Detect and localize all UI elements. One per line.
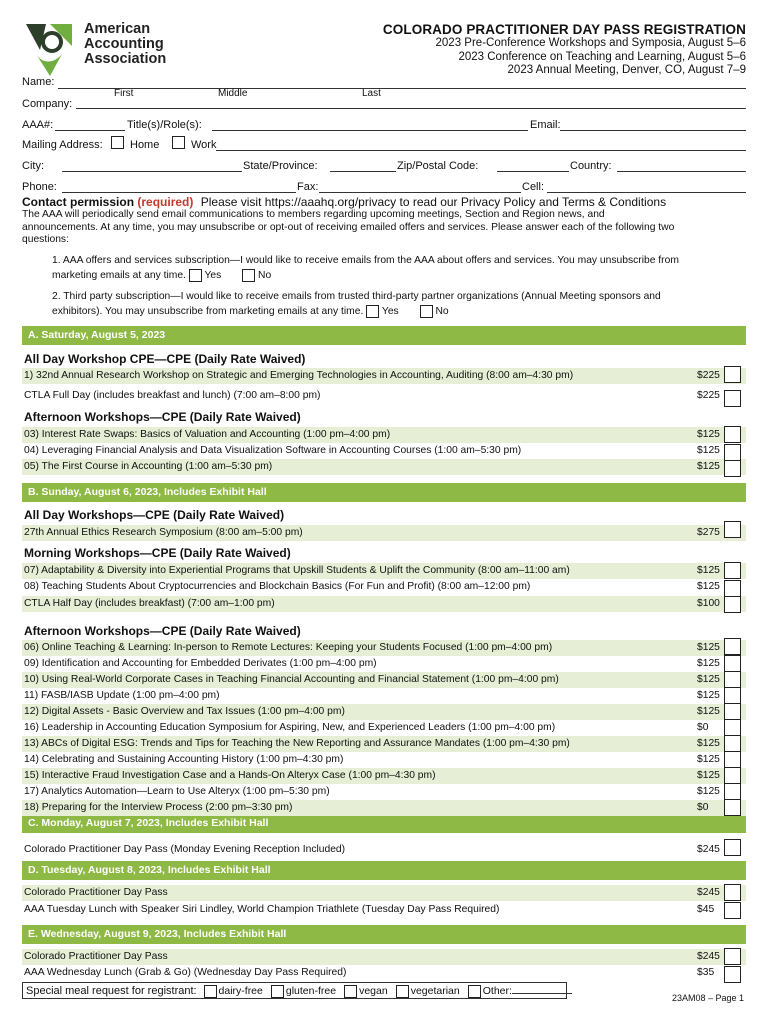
country-field[interactable]	[617, 161, 746, 172]
subtitle-2: 2023 Conference on Teaching and Learning, August 5–6	[458, 50, 746, 63]
item-label-a2-0: 03) Interest Rate Swaps: Basics of Valuation and Accounting (1:00 pm–4:00 pm)	[24, 429, 391, 440]
item-label-b3-2: 10) Using Real-World Corporate Cases in Teaching Financial Accounting and Financial Statement (1:00 pm–4:00 pm)	[24, 674, 559, 685]
state-field[interactable]	[330, 161, 396, 172]
contact-text-1: The AAA will periodically send email communications to members regarding upcoming meetings, Section and Region news, and	[22, 209, 605, 220]
item-label-b3-7: 14) Celebrating and Sustaining Accounting History (1:00 pm–4:30 pm)	[24, 754, 344, 765]
country-label: Country:	[570, 160, 612, 172]
work-label: Work	[191, 139, 217, 151]
fax-field[interactable]	[319, 182, 521, 193]
subhead-b2: Morning Workshops—CPE (Daily Rate Waived)	[24, 546, 291, 560]
item-price-a1-0: $225	[697, 370, 720, 381]
item-checkbox-b1-0[interactable]	[724, 521, 741, 538]
work-checkbox[interactable]	[172, 136, 185, 149]
item-checkbox-b2-2[interactable]	[724, 596, 741, 613]
q2-no-label: No	[435, 306, 449, 317]
item-price-b3-0: $125	[697, 642, 720, 653]
home-checkbox[interactable]	[111, 136, 124, 149]
item-checkbox-a2-0[interactable]	[724, 426, 741, 443]
aaa-number-label: AAA#:	[22, 119, 54, 131]
meal-checkbox-2[interactable]	[344, 985, 357, 998]
page-header	[383, 22, 746, 78]
meal-checkbox-3[interactable]	[396, 985, 409, 998]
middle-label: Middle	[218, 88, 248, 99]
org-name-line3: Association	[84, 51, 167, 67]
item-checkbox-b3-10[interactable]	[724, 799, 741, 816]
item-checkbox-c-0[interactable]	[724, 839, 741, 856]
meal-option-0: dairy-free	[218, 985, 263, 997]
item-price-b3-4: $125	[697, 706, 720, 717]
meal-option-3: vegetarian	[410, 985, 460, 997]
item-checkbox-b2-0[interactable]	[724, 562, 741, 579]
item-checkbox-e-1[interactable]	[724, 966, 741, 983]
section-c-band: C. Monday, August 7, 2023, Includes Exhibit Hall	[22, 814, 746, 833]
item-price-a2-1: $125	[697, 445, 720, 456]
item-label-a2-1: 04) Leveraging Financial Analysis and Data Visualization Software in Accounting Courses (1:00 am–5:30 pm)	[24, 445, 522, 456]
item-price-b1-0: $275	[697, 527, 720, 538]
question-1-text: 1. AAA offers and services subscription—I would like to receive emails from the AAA about offers and services. You may unsubscribe from	[52, 255, 679, 266]
q1-yes-checkbox[interactable]	[189, 269, 202, 282]
contact-text-2: announcements. At any time, you may unsubscribe or opt-out of receiving emailed offers and services. Please answer each of the following two	[22, 221, 675, 233]
city-field[interactable]	[62, 161, 242, 172]
item-price-c-0: $245	[697, 844, 720, 855]
item-label-b2-2: CTLA Half Day (includes breakfast) (7:00 am–1:00 pm)	[24, 598, 275, 609]
item-label-b3-10: 18) Preparing for the Interview Process (2:00 pm–3:30 pm)	[24, 802, 293, 813]
question-1	[52, 253, 679, 283]
question-2-text: 2. Third party subscription—I would like to receive emails from trusted third-party partner organizations (Annual Meeting sponsors and	[52, 291, 661, 302]
meal-option-1: gluten-free	[285, 985, 337, 997]
item-checkbox-a1-1[interactable]	[724, 390, 741, 407]
item-price-a2-0: $125	[697, 429, 720, 440]
item-label-b3-9: 17) Analytics Automation—Learn to Use Alteryx (1:00 pm–5:30 pm)	[24, 786, 330, 797]
item-checkbox-a2-1[interactable]	[724, 444, 741, 461]
item-checkbox-d-0[interactable]	[724, 884, 741, 901]
item-checkbox-b3-0[interactable]	[724, 638, 741, 655]
fax-label: Fax:	[297, 181, 319, 193]
item-label-e-0: Colorado Practitioner Day Pass	[24, 951, 168, 962]
item-price-b2-2: $100	[697, 598, 720, 609]
item-price-b2-0: $125	[697, 565, 720, 576]
item-label-b2-1: 08) Teaching Students About Cryptocurrencies and Blockchain Basics (For Fun and Profit) (8:00 am–12:00 pm)	[24, 581, 531, 592]
mailing-label: Mailing Address:	[22, 139, 103, 151]
subhead-a1: All Day Workshop CPE—CPE (Daily Rate Waived)	[24, 352, 306, 366]
item-label-c-0: Colorado Practitioner Day Pass (Monday Evening Reception Included)	[24, 844, 346, 855]
contact-heading: Contact permission	[22, 195, 135, 209]
item-checkbox-b3-1[interactable]	[724, 655, 741, 672]
phone-label: Phone:	[22, 181, 57, 193]
state-label: State/Province:	[243, 160, 318, 172]
item-label-a1-0: 1) 32nd Annual Research Workshop on Strategic and Emerging Technologies in Accounting, Auditing (8:00 am–4:30 pm)	[24, 370, 574, 381]
address-field[interactable]	[216, 140, 746, 151]
item-price-b2-1: $125	[697, 581, 720, 592]
subhead-b3: Afternoon Workshops—CPE (Daily Rate Waived)	[24, 624, 301, 638]
item-label-d-0: Colorado Practitioner Day Pass	[24, 887, 168, 898]
aaa-logo	[22, 20, 182, 80]
meal-checkbox-4[interactable]	[468, 985, 481, 998]
page-title: COLORADO PRACTITIONER DAY PASS REGISTRATION	[382, 22, 746, 37]
item-label-e-1: AAA Wednesday Lunch (Grab & Go) (Wednesday Day Pass Required)	[24, 967, 347, 978]
item-price-b3-9: $125	[697, 786, 720, 797]
privacy-link[interactable]: Please visit https://aaahq.org/privacy to read our Privacy Policy and Terms & Conditions	[200, 195, 667, 209]
meal-option-2: vegan	[359, 985, 388, 997]
item-label-a2-2: 05) The First Course in Accounting (1:00 am–5:30 pm)	[24, 461, 273, 472]
meal-checkbox-0[interactable]	[204, 985, 217, 998]
cell-field[interactable]	[547, 182, 746, 193]
item-price-b3-6: $125	[697, 738, 720, 749]
item-price-a1-1: $225	[697, 390, 720, 401]
name-label: Name:	[22, 76, 55, 88]
item-price-a2-2: $125	[697, 461, 720, 472]
item-checkbox-b3-8[interactable]	[724, 767, 741, 784]
item-label-d-1: AAA Tuesday Lunch with Speaker Siri Lindley, World Champion Triathlete (Tuesday Day Pass Required)	[24, 904, 500, 915]
item-checkbox-b3-6[interactable]	[724, 735, 741, 752]
first-label: First	[114, 88, 134, 99]
meal-other-field[interactable]	[512, 983, 572, 994]
subhead-a2: Afternoon Workshops—CPE (Daily Rate Waived)	[24, 410, 301, 424]
section-a-band: A. Saturday, August 5, 2023	[22, 326, 746, 345]
item-price-d-0: $245	[697, 887, 720, 898]
item-checkbox-b3-3[interactable]	[724, 687, 741, 704]
item-label-b1-0: 27th Annual Ethics Research Symposium (8:00 am–5:00 pm)	[24, 527, 303, 538]
titles-label: Title(s)/Role(s):	[127, 119, 202, 131]
item-label-b3-6: 13) ABCs of Digital ESG: Trends and Tips for Teaching the New Reporting and Assurance Mandates (1:00 pm–4:30 pm)	[24, 738, 570, 749]
item-label-b3-3: 11) FASB/IASB Update (1:00 pm–4:00 pm)	[24, 690, 220, 701]
q2-yes-label: Yes	[381, 306, 399, 317]
subhead-b1: All Day Workshops—CPE (Daily Rate Waived)	[24, 508, 285, 522]
question-2-text-2: exhibitors). You may unsubscribe from marketing emails at any time.	[52, 306, 364, 317]
item-price-b3-10: $0	[697, 802, 709, 813]
item-checkbox-b3-7[interactable]	[724, 751, 741, 768]
item-label-b3-4: 12) Digital Assets - Basic Overview and Tax Issues (1:00 pm–4:00 pm)	[24, 706, 345, 717]
item-label-b3-0: 06) Online Teaching & Learning: In-person to Remote Lectures: Keeping your Students Focused (1:00 pm–4:00 pm)	[24, 642, 553, 653]
titles-field[interactable]	[212, 120, 528, 131]
q1-yes-label: Yes	[204, 270, 222, 281]
name-field[interactable]	[58, 78, 746, 89]
zip-field[interactable]	[497, 161, 569, 172]
aaa-number-field[interactable]	[55, 120, 125, 131]
email-label: Email:	[530, 119, 561, 131]
meal-request-label: Special meal request for registrant:	[26, 985, 197, 997]
city-label: City:	[22, 160, 44, 172]
item-price-b3-2: $125	[697, 674, 720, 685]
question-1-text-2: marketing emails at any time.	[52, 270, 186, 281]
item-checkbox-b3-9[interactable]	[724, 783, 741, 800]
contact-paragraph	[22, 209, 674, 247]
last-label: Last	[362, 88, 381, 99]
subtitle-3: 2023 Annual Meeting, Denver, CO, August 7–9	[507, 64, 746, 76]
item-price-d-1: $45	[697, 904, 715, 915]
org-name-line1: American	[84, 21, 151, 37]
contact-heading-row	[22, 195, 666, 209]
item-checkbox-a1-0[interactable]	[724, 366, 741, 383]
item-price-b3-5: $0	[697, 722, 709, 733]
item-price-e-0: $245	[697, 951, 720, 962]
meal-request	[22, 982, 567, 999]
phone-field[interactable]	[62, 182, 296, 193]
item-label-b3-1: 09) Identification and Accounting for Embedded Derivates (1:00 pm–4:00 pm)	[24, 658, 377, 669]
q1-no-label: No	[258, 270, 272, 281]
meal-option-4: Other:	[482, 985, 512, 997]
q1-no-checkbox[interactable]	[242, 269, 255, 282]
item-label-b2-0: 07) Adaptability & Diversity into Experiential Programs that Upskill Students & Uplift the Community (8:00 am–11:00 am)	[24, 565, 570, 576]
cell-label: Cell:	[522, 181, 545, 193]
item-checkbox-b3-2[interactable]	[724, 671, 741, 688]
item-checkbox-b3-4[interactable]	[724, 703, 741, 720]
zip-label: Zip/Postal Code:	[397, 160, 479, 172]
item-checkbox-b2-1[interactable]	[724, 580, 741, 597]
item-price-b3-1: $125	[697, 658, 720, 669]
section-d-band: D. Tuesday, August 8, 2023, Includes Exhibit Hall	[22, 861, 746, 880]
section-e-band: E. Wednesday, August 9, 2023, Includes Exhibit Hall	[22, 925, 746, 944]
item-checkbox-d-1[interactable]	[724, 902, 741, 919]
logo-mark-icon	[22, 20, 78, 78]
email-field[interactable]	[560, 120, 746, 131]
item-label-b3-5: 16) Leadership in Accounting Education Symposium for Aspiring, New, and Experienced Leaders (1:00 pm–4:00 pm)	[24, 722, 556, 733]
section-b-band: B. Sunday, August 6, 2023, Includes Exhibit Hall	[22, 483, 746, 502]
item-label-b3-8: 15) Interactive Fraud Investigation Case and a Hands-On Alteryx Case (1:00 pm–4:30 pm)	[24, 770, 436, 781]
item-checkbox-b3-5[interactable]	[724, 719, 741, 736]
org-name-line2: Accounting	[84, 36, 164, 52]
item-checkbox-e-0[interactable]	[724, 948, 741, 965]
home-label: Home	[130, 139, 160, 151]
question-2	[52, 289, 661, 319]
company-field[interactable]	[76, 98, 746, 109]
item-label-a1-1: CTLA Full Day (includes breakfast and lunch) (7:00 am–8:00 pm)	[24, 390, 321, 401]
item-price-b3-7: $125	[697, 754, 720, 765]
company-label: Company:	[22, 98, 73, 110]
item-price-b3-3: $125	[697, 690, 720, 701]
required-note: (required)	[137, 195, 194, 209]
item-checkbox-a2-2[interactable]	[724, 460, 741, 477]
subtitle-1: 2023 Pre-Conference Workshops and Symposia, August 5–6	[435, 37, 746, 49]
page-footer: 23AM08 – Page 1	[672, 993, 745, 1003]
item-price-b3-8: $125	[697, 770, 720, 781]
contact-text-3: questions:	[22, 234, 69, 245]
q2-no-checkbox[interactable]	[420, 305, 433, 318]
q2-yes-checkbox[interactable]	[366, 305, 379, 318]
meal-checkbox-1[interactable]	[271, 985, 284, 998]
item-price-e-1: $35	[697, 967, 715, 978]
